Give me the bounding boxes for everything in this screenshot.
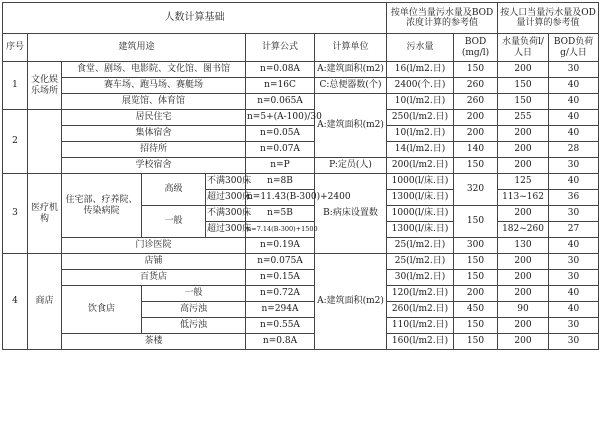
bod-load: 30	[549, 334, 599, 350]
group-name	[28, 110, 62, 174]
table-row	[3, 126, 599, 142]
bod-load: 36	[549, 190, 599, 206]
bod-value: 260	[454, 78, 498, 94]
table-row	[3, 238, 599, 254]
bod-load: 28	[549, 142, 599, 158]
building-use: 店铺	[62, 254, 246, 270]
bod-value: 200	[454, 286, 498, 302]
water-load: 125	[498, 174, 549, 190]
table-row	[3, 270, 599, 286]
bod-value: 150	[454, 62, 498, 78]
group-number: 1	[3, 62, 28, 110]
water-load: 200	[498, 254, 549, 270]
bod-load: 40	[549, 238, 599, 254]
bod-load: 30	[549, 270, 599, 286]
calc-unit: A:建筑面积(m2)	[315, 62, 387, 78]
bod-load: 40	[549, 286, 599, 302]
sewage-volume: 110(l/m2.日)	[387, 318, 454, 334]
bod-value: 150	[454, 254, 498, 270]
building-use: 一般	[142, 286, 246, 302]
sewage-volume: 260(l/m2.日)	[387, 302, 454, 318]
table-row	[3, 62, 599, 78]
restaurant-category: 饮食店	[62, 286, 142, 334]
bod-load: 40	[549, 302, 599, 318]
group-number: 2	[3, 110, 28, 174]
building-use: 招待所	[62, 142, 246, 158]
basis-title: 人数计算基础	[3, 3, 387, 34]
building-use: 超过300床	[206, 190, 246, 206]
sewage-volume: 30(l/m2.日)	[387, 270, 454, 286]
sewage-volume: 10(l/m2.日)	[387, 94, 454, 110]
water-load: 200	[498, 286, 549, 302]
table-row	[3, 94, 599, 110]
bod-value: 320	[454, 174, 498, 206]
bod-value: 150	[454, 206, 498, 238]
formula: n=0.075A	[246, 254, 315, 270]
formula: n=7.14(B-300)+1500	[246, 222, 315, 238]
table-row	[3, 174, 599, 190]
building-use: 集体宿舍	[62, 126, 246, 142]
bod-value: 150	[454, 334, 498, 350]
bod-value: 450	[454, 302, 498, 318]
formula: n=5+(A-100)/30	[246, 110, 315, 126]
calc-unit: P:定员(人)	[315, 158, 387, 174]
formula: n=0.19A	[246, 238, 315, 254]
bod-load: 40	[549, 174, 599, 190]
formula: n=0.15A	[246, 270, 315, 286]
formula: n=0.08A	[246, 62, 315, 78]
water-load: 200	[498, 62, 549, 78]
building-use: 学校宿舍	[62, 158, 246, 174]
water-load: 255	[498, 110, 549, 126]
sewage-volume: 25(l/m2.日)	[387, 238, 454, 254]
building-use: 不满300床	[206, 206, 246, 222]
building-use: 高污浊	[142, 302, 246, 318]
building-use: 食堂、剧场、电影院、文化馆、图书馆	[62, 62, 246, 78]
formula: n=0.07A	[246, 142, 315, 158]
formula: n=8B	[246, 174, 315, 190]
sewage-volume: 160(l/m2.日)	[387, 334, 454, 350]
water-load: 182~260	[498, 222, 549, 238]
water-load: 200	[498, 318, 549, 334]
bod-value: 140	[454, 142, 498, 158]
water-load: 200	[498, 206, 549, 222]
building-use: 低污浊	[142, 318, 246, 334]
col-header-sewage: 污水量	[387, 34, 454, 62]
hospital-grade: 一般	[142, 206, 206, 238]
formula: n=0.8A	[246, 334, 315, 350]
building-use: 茶楼	[62, 334, 246, 350]
col-header-no: 序号	[3, 34, 28, 62]
formula: n=P	[246, 158, 315, 174]
col-header-water-load: 水量负荷l/人日	[498, 34, 549, 62]
water-load: 200	[498, 334, 549, 350]
col-header-building: 建筑用途	[28, 34, 246, 62]
table-row	[3, 110, 599, 126]
building-use: 百货店	[62, 270, 246, 286]
sewage-calculation-table	[2, 2, 599, 350]
building-use: 居民住宅	[62, 110, 246, 126]
person-reference-title: 按人口当量污水量及OD量计算的参考值	[498, 3, 599, 34]
sewage-volume: 120(l/m2.日)	[387, 286, 454, 302]
group-name: 文化娱乐场所	[28, 62, 62, 110]
table-row	[3, 158, 599, 174]
calc-unit: B:病床设置数	[315, 174, 387, 254]
water-load: 200	[498, 126, 549, 142]
bod-load: 30	[549, 318, 599, 334]
calc-unit: A:建筑面积(m2)	[315, 254, 387, 350]
bod-load: 40	[549, 126, 599, 142]
sewage-volume: 16(l/m2.日)	[387, 62, 454, 78]
building-use: 不满300床	[206, 174, 246, 190]
bod-value: 150	[454, 158, 498, 174]
formula: n=294A	[246, 302, 315, 318]
building-use: 展览馆、体育馆	[62, 94, 246, 110]
sewage-volume: 1000(l/床.日)	[387, 174, 454, 190]
header-row-2	[3, 34, 599, 62]
water-load: 200	[498, 158, 549, 174]
bod-value: 200	[454, 126, 498, 142]
bod-load: 30	[549, 62, 599, 78]
building-use: 门诊医院	[62, 238, 246, 254]
sewage-calculation-table-container	[2, 2, 598, 437]
water-load: 90	[498, 302, 549, 318]
water-load: 130	[498, 238, 549, 254]
water-load: 150	[498, 78, 549, 94]
building-use: 赛车场、跑马场、赛艇场	[62, 78, 246, 94]
header-row-1	[3, 3, 599, 34]
formula: n=5B	[246, 206, 315, 222]
group-name: 医疗机构	[28, 174, 62, 254]
sewage-volume: 25(l/m2.日)	[387, 254, 454, 270]
building-use: 超过300床	[206, 222, 246, 238]
sewage-volume: 200(l/m2.日)	[387, 158, 454, 174]
col-header-bod: BOD (mg/l)	[454, 34, 498, 62]
bod-value: 200	[454, 110, 498, 126]
formula: n=0.72A	[246, 286, 315, 302]
water-load: 200	[498, 142, 549, 158]
table-row	[3, 334, 599, 350]
bod-value: 300	[454, 238, 498, 254]
formula: n=0.065A	[246, 94, 315, 110]
calc-unit: A:建筑面积(m2)	[315, 94, 387, 158]
sewage-volume: 250(l/m2.日)	[387, 110, 454, 126]
sewage-volume: 1000(l/床.日)	[387, 206, 454, 222]
calc-unit: C:总便器数(个)	[315, 78, 387, 94]
col-header-formula: 计算公式	[246, 34, 315, 62]
sewage-volume: 1300(l/床.日)	[387, 190, 454, 206]
bod-load: 30	[549, 254, 599, 270]
bod-value: 150	[454, 318, 498, 334]
formula: n=0.05A	[246, 126, 315, 142]
unit-reference-title: 按单位当量污水量及BOD浓度计算的参考值	[387, 3, 498, 34]
bod-value: 150	[454, 270, 498, 286]
table-row	[3, 142, 599, 158]
sewage-volume: 1300(l/床.日)	[387, 222, 454, 238]
bod-load: 40	[549, 78, 599, 94]
formula: n=16C	[246, 78, 315, 94]
hospital-subcategory: 住宅部、疗养院、传染病院	[62, 174, 142, 238]
bod-load: 27	[549, 222, 599, 238]
formula: n=11.43(B-300)+2400	[246, 190, 315, 206]
table-row	[3, 286, 599, 302]
sewage-volume: 2400(个.日)	[387, 78, 454, 94]
bod-load: 30	[549, 206, 599, 222]
group-number: 4	[3, 254, 28, 350]
water-load: 113~162	[498, 190, 549, 206]
group-name: 商店	[28, 254, 62, 350]
table-row	[3, 254, 599, 270]
col-header-unit: 计算单位	[315, 34, 387, 62]
group-number: 3	[3, 174, 28, 254]
sewage-volume: 14(l/m2.日)	[387, 142, 454, 158]
col-header-bod-load: BOD负荷g/人日	[549, 34, 599, 62]
water-load: 200	[498, 270, 549, 286]
hospital-grade: 高级	[142, 174, 206, 206]
bod-load: 30	[549, 158, 599, 174]
water-load: 150	[498, 94, 549, 110]
sewage-volume: 10(l/m2.日)	[387, 126, 454, 142]
bod-load: 40	[549, 110, 599, 126]
bod-load: 40	[549, 94, 599, 110]
formula: n=0.55A	[246, 318, 315, 334]
table-row	[3, 78, 599, 94]
bod-value: 260	[454, 94, 498, 110]
